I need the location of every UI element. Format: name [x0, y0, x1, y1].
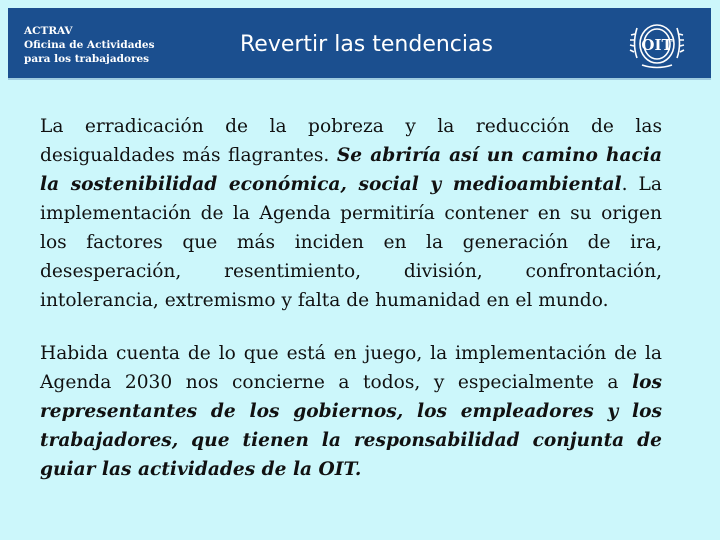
paragraph-2-emphasis: los representantes de los gobiernos, los empleadores y los trabajadores, que tienen la responsabilidad conjunta de guiar las actividades de la OIT. — [40, 372, 662, 480]
logo-text: OIT — [641, 36, 673, 54]
slide-body — [40, 112, 662, 484]
paragraph-1-emphasis: Se abriría así un camino hacia la sostenibilidad económica, social y medioambiental — [40, 145, 662, 195]
org-line-2: Oficina de Actividades — [24, 39, 155, 51]
paragraph-1 — [40, 112, 662, 315]
paragraph-1-text-a: La erradicación de la pobreza y la reducción de las desigualdades más flagrantes. — [40, 116, 662, 166]
organization-name — [24, 24, 154, 66]
paragraph-1-text-b: . La implementación de la Agenda permitiría contener en su origen los factores que más inciden en la generación de ira, desesperación, resentimiento, división, confrontación, intolerancia, extremismo y falta de humanidad en el mundo. — [40, 174, 662, 311]
slide-header — [8, 8, 711, 80]
ilo-emblem-icon — [628, 18, 686, 70]
slide-title: Revertir las tendencias — [240, 32, 493, 57]
org-line-3: para los trabajadores — [24, 53, 150, 65]
org-line-1: ACTRAV — [24, 25, 73, 37]
paragraph-2-text-a: Habida cuenta de lo que está en juego, la implementación de la Agenda 2030 nos concierne a todos, y especialmente a — [40, 343, 662, 393]
paragraph-2 — [40, 339, 662, 484]
